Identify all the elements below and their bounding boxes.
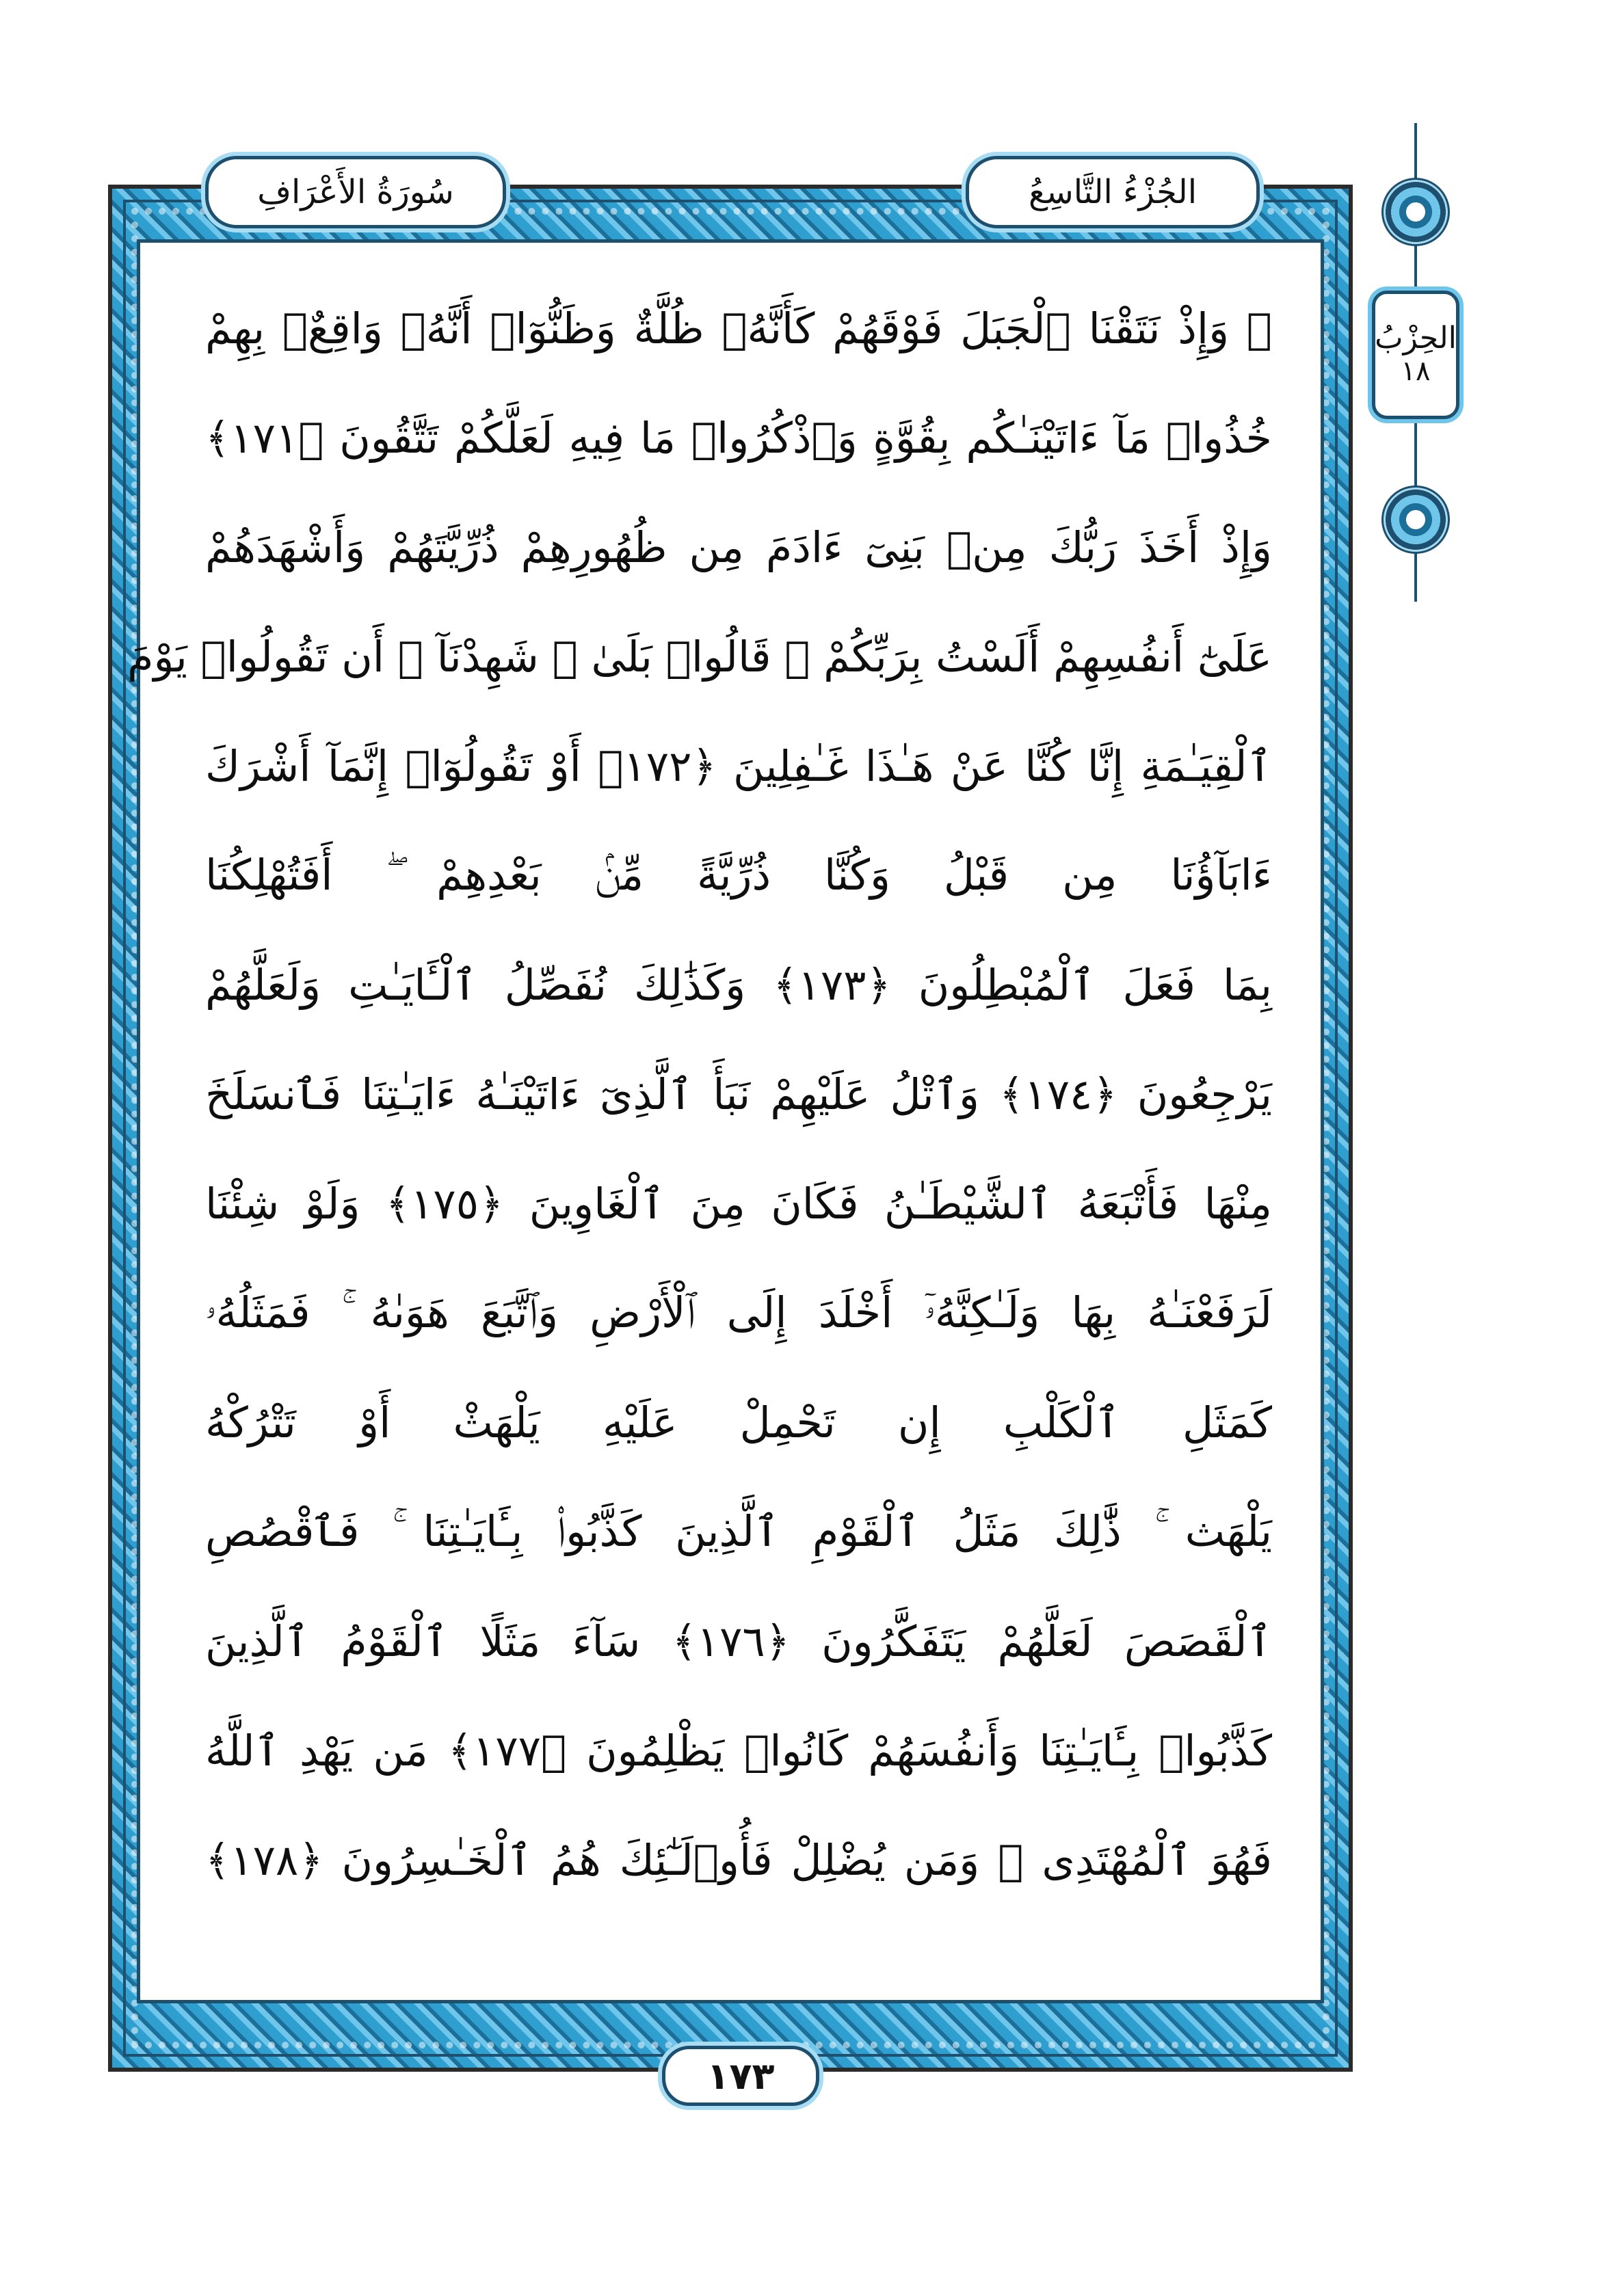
text-line: بِمَا فَعَلَ ٱلْمُبْطِلُونَ ﴿١٧٣﴾ وَكَذَٰلِكَ نُفَصِّلُ ٱلْـَٔايَـٰتِ وَلَعَلَّهُمْ (205, 959, 1272, 1010)
text-line: يَلْهَث ۚ ذَّٰلِكَ مَثَلُ ٱلْقَوْمِ ٱلَّذِينَ كَذَّبُوا۟ بِـَٔايَـٰتِنَا ۚ فَٱقْصُصِ (205, 1506, 1272, 1556)
text-line: مِنْهَا فَأَتْبَعَهُ ٱلشَّيْطَـٰنُ فَكَانَ مِنَ ٱلْغَاوِينَ ﴿١٧٥﴾ وَلَوْ شِئْنَا (205, 1178, 1272, 1229)
rosette-ornament-icon (1381, 178, 1450, 246)
surah-name: سُورَةُ الأَعْرَافِ (257, 173, 454, 211)
hizb-box (1372, 291, 1459, 419)
hizb-label: الحِزْبُ (1375, 320, 1457, 356)
quran-text (127, 273, 1273, 1914)
text-line: لَرَفَعْنَـٰهُ بِهَا وَلَـٰكِنَّهُۥٓ أَخْلَدَ إِلَى ٱلْأَرْضِ وَٱتَّبَعَ هَوَىٰهُ ۚ فَمَثَلُهُۥ (205, 1287, 1272, 1337)
hizb-marker (1375, 123, 1457, 602)
text-line: عَلَىٰٓ أَنفُسِهِمْ أَلَسْتُ بِرَبِّكُمْ ۖ قَالُوا۟ بَلَىٰ ۛ شَهِدْنَآ ۛ أَن تَقُولُوا۟ يَوْمَ (127, 631, 1272, 682)
text-line: خُذُوا۟ مَآ ءَاتَيْنَـٰكُم بِقُوَّةٍ وَٱذْكُرُوا۟ مَا فِيهِ لَعَلَّكُمْ تَتَّقُونَ ﴿١٧١﴾ (205, 412, 1272, 463)
juz-name-cartouche (966, 156, 1260, 228)
surah-name-cartouche (205, 156, 506, 228)
text-line: فَهُوَ ٱلْمُهْتَدِى ۖ وَمَن يُضْلِلْ فَأُو۟لَـٰٓئِكَ هُمُ ٱلْخَـٰسِرُونَ ﴿١٧٨﴾ (205, 1834, 1272, 1885)
page-number: ١٧٣ (706, 2054, 775, 2098)
text-line: ٱلْقِيَـٰمَةِ إِنَّا كُنَّا عَنْ هَـٰذَا غَـٰفِلِينَ ﴿١٧٢﴾ أَوْ تَقُولُوٓا۟ إِنَّمَآ أَشْرَكَ (205, 740, 1273, 791)
hizb-number: ١٨ (1401, 356, 1431, 388)
text-line: ٱلْقَصَصَ لَعَلَّهُمْ يَتَفَكَّرُونَ ﴿١٧٦﴾ سَآءَ مَثَلًا ٱلْقَوْمُ ٱلَّذِينَ (205, 1616, 1273, 1666)
text-line: كَذَّبُوا۟ بِـَٔايَـٰتِنَا وَأَنفُسَهُمْ كَانُوا۟ يَظْلِمُونَ ﴿١٧٧﴾ مَن يَهْدِ ٱللَّهُ (205, 1725, 1272, 1776)
juz-name: الجُزْءُ التَّاسِعُ (1028, 173, 1198, 211)
page-number-badge (662, 2046, 819, 2106)
text-line: كَمَثَلِ ٱلْكَلْبِ إِن تَحْمِلْ عَلَيْهِ يَلْهَثْ أَوْ تَتْرُكْهُ (205, 1397, 1272, 1447)
text-line: ۞ وَإِذْ نَتَقْنَا ٱلْجَبَلَ فَوْقَهُمْ كَأَنَّهُۥ ظُلَّةٌ وَظَنُّوٓا۟ أَنَّهُۥ وَاقِعٌۢ بِهِمْ (205, 303, 1272, 353)
rosette-ornament-icon (1381, 485, 1450, 554)
text-line: وَإِذْ أَخَذَ رَبُّكَ مِنۢ بَنِىٓ ءَادَمَ مِن ظُهُورِهِمْ ذُرِّيَّتَهُمْ وَأَشْهَدَهُمْ (205, 522, 1272, 572)
text-line: يَرْجِعُونَ ﴿١٧٤﴾ وَٱتْلُ عَلَيْهِمْ نَبَأَ ٱلَّذِىٓ ءَاتَيْنَـٰهُ ءَايَـٰتِنَا فَٱنسَلَخَ (205, 1069, 1272, 1119)
text-line: ءَابَآؤُنَا مِن قَبْلُ وَكُنَّا ذُرِّيَّةً مِّنۢ بَعْدِهِمْ ۖ أَفَتُهْلِكُنَا (205, 850, 1272, 900)
